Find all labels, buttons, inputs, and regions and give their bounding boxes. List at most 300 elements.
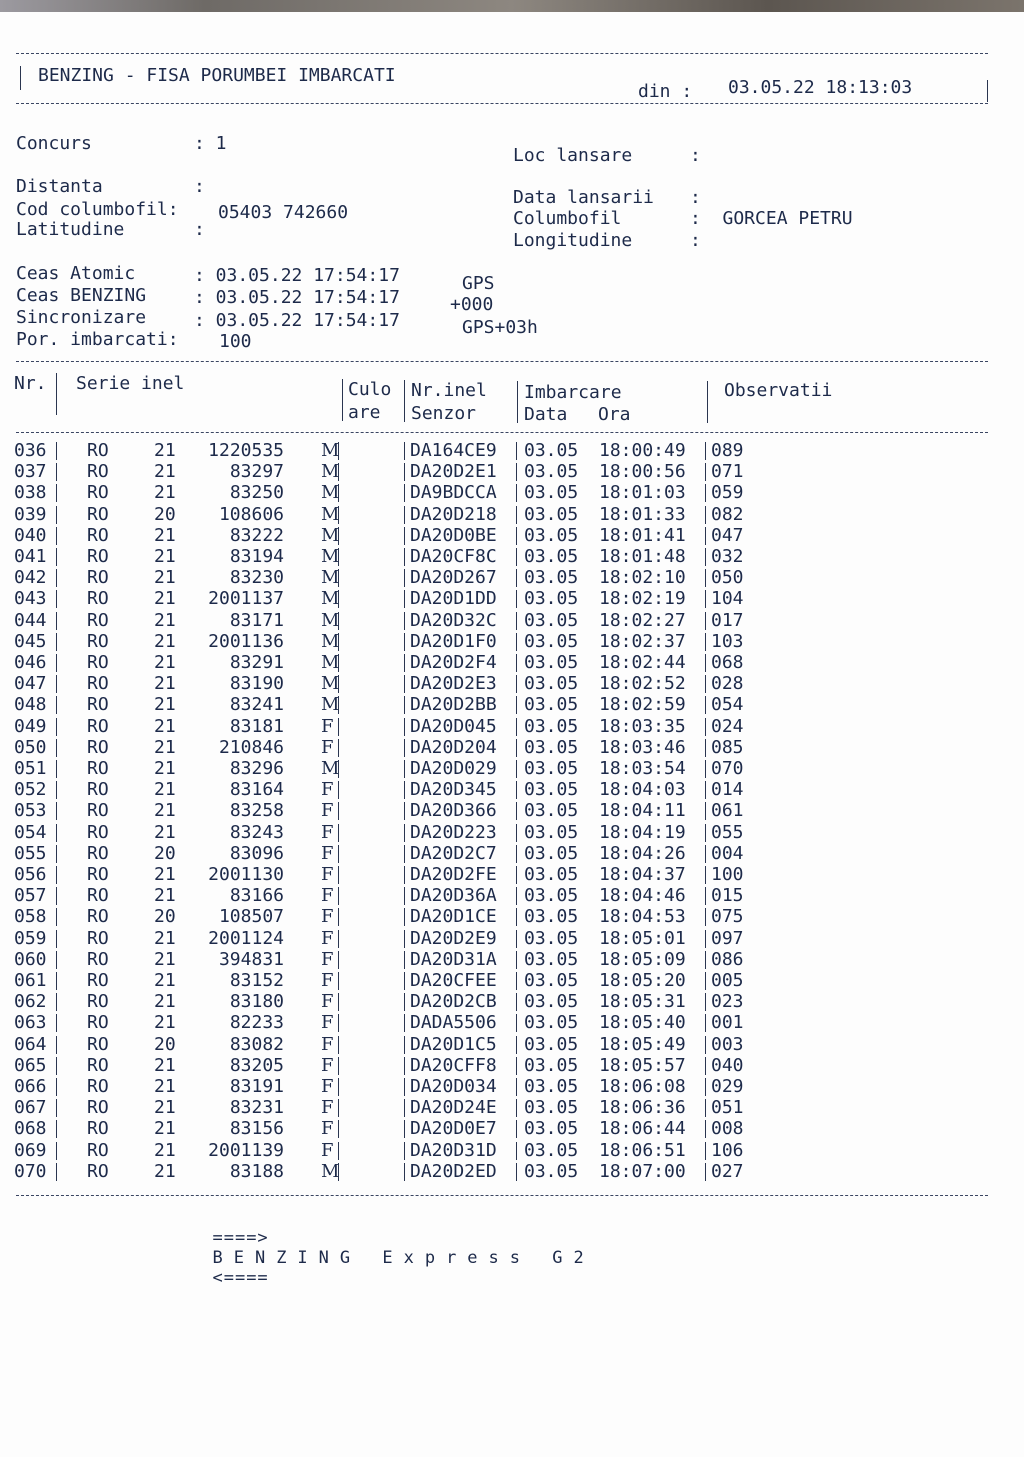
- row-observation: 054: [711, 694, 744, 716]
- row-year: 21: [154, 948, 176, 970]
- row-sensor: DA20D034: [410, 1076, 497, 1097]
- row-number: 066: [14, 1076, 47, 1097]
- column-separator: [516, 781, 517, 799]
- row-sex: M: [321, 630, 340, 652]
- column-separator: [705, 1163, 706, 1181]
- column-separator: [516, 548, 517, 566]
- column-separator: [705, 908, 706, 926]
- row-country: RO: [87, 1033, 109, 1055]
- row-time: 18:02:59: [599, 694, 686, 716]
- table-row: [0, 800, 1024, 821]
- table-row: [0, 673, 1024, 694]
- row-country: RO: [87, 652, 109, 673]
- row-country: RO: [87, 694, 109, 716]
- row-year: 21: [154, 821, 176, 843]
- row-sensor: DA20D2E3: [410, 673, 497, 695]
- row-ring: 83171: [229, 609, 284, 631]
- row-year: 21: [154, 927, 176, 949]
- column-separator: [404, 739, 405, 757]
- row-time: 18:02:52: [599, 673, 686, 695]
- row-sex: M: [321, 503, 340, 525]
- column-separator: [338, 739, 339, 757]
- row-sex: F: [321, 1033, 334, 1055]
- row-sensor: DA20D029: [410, 758, 497, 779]
- column-separator: [705, 463, 706, 481]
- header-bottom-rule: [16, 103, 988, 104]
- column-separator: [56, 887, 57, 905]
- row-number: 060: [14, 948, 47, 970]
- row-number: 040: [14, 524, 47, 546]
- column-separator: [705, 760, 706, 778]
- column-separator: [56, 972, 57, 990]
- row-number: 050: [14, 736, 47, 758]
- table-row: [0, 1097, 1024, 1118]
- column-separator: [56, 1099, 57, 1117]
- row-year: 21: [154, 524, 176, 546]
- column-separator: [705, 1014, 706, 1032]
- row-sex: M: [321, 461, 340, 483]
- row-ring: 2001136: [208, 630, 284, 652]
- row-ring: 83166: [229, 885, 284, 907]
- row-year: 21: [154, 567, 176, 589]
- column-separator: [338, 972, 339, 990]
- row-date: 03.05: [524, 842, 579, 864]
- row-ring: 82233: [229, 1012, 284, 1034]
- row-date: 03.05: [524, 440, 579, 461]
- row-observation: 017: [711, 609, 744, 631]
- column-separator: [56, 675, 57, 693]
- column-separator: [338, 527, 339, 545]
- column-separator: [705, 972, 706, 990]
- column-separator: [705, 527, 706, 545]
- column-separator: [404, 548, 405, 566]
- row-observation: 029: [711, 1076, 744, 1097]
- column-separator: [404, 633, 405, 651]
- column-separator: [404, 506, 405, 524]
- row-year: 20: [154, 842, 176, 864]
- row-year: 21: [154, 758, 176, 779]
- row-sensor: DA20D31D: [410, 1139, 497, 1161]
- row-sex: F: [321, 715, 334, 737]
- column-separator: [56, 696, 57, 714]
- row-country: RO: [87, 736, 109, 758]
- header-left-bar: [20, 66, 21, 90]
- table-row: [0, 631, 1024, 652]
- table-row: [0, 1140, 1024, 1161]
- table-row: [0, 949, 1024, 970]
- row-year: 21: [154, 588, 176, 610]
- row-date: 03.05: [524, 546, 579, 567]
- row-ring: 83191: [229, 1076, 284, 1097]
- row-date: 03.05: [524, 970, 579, 991]
- table-row: [0, 567, 1024, 588]
- row-sex: F: [321, 948, 334, 970]
- row-sex: M: [321, 440, 340, 461]
- footer-banner: [190, 1208, 595, 1288]
- column-separator: [705, 781, 706, 799]
- column-separator: [338, 1014, 339, 1032]
- row-number: 044: [14, 609, 47, 631]
- column-separator: [516, 442, 517, 460]
- row-sex: F: [321, 1118, 334, 1140]
- column-separator: [705, 506, 706, 524]
- row-sensor: DA20D1F0: [410, 630, 497, 652]
- row-country: RO: [87, 927, 109, 949]
- column-separator: [338, 654, 339, 672]
- column-separator: [56, 781, 57, 799]
- row-year: 21: [154, 800, 176, 822]
- row-ring: 83082: [229, 1033, 284, 1055]
- column-separator: [56, 930, 57, 948]
- column-separator: [56, 908, 57, 926]
- row-time: 18:04:46: [599, 885, 686, 907]
- column-separator: [516, 1142, 517, 1160]
- column-separator: [404, 1036, 405, 1054]
- row-sex: F: [321, 1054, 334, 1076]
- row-number: 059: [14, 927, 47, 949]
- column-separator: [56, 1014, 57, 1032]
- column-separator: [404, 866, 405, 884]
- row-time: 18:01:33: [599, 503, 686, 525]
- row-sensor: DA20D0BE: [410, 524, 497, 546]
- column-separator: [705, 612, 706, 630]
- column-separator: [705, 1057, 706, 1075]
- column-separator: [404, 484, 405, 502]
- row-time: 18:00:49: [599, 440, 686, 461]
- table-row: [0, 716, 1024, 737]
- header-top-rule: [16, 53, 988, 54]
- row-country: RO: [87, 461, 109, 483]
- column-separator: [705, 1120, 706, 1138]
- row-sex: F: [321, 842, 334, 864]
- row-year: 21: [154, 461, 176, 483]
- column-separator: [56, 569, 57, 587]
- table-row: [0, 694, 1024, 715]
- row-country: RO: [87, 546, 109, 567]
- column-separator: [56, 718, 57, 736]
- concurs-value: : 1: [194, 133, 227, 154]
- row-observation: 023: [711, 991, 744, 1013]
- row-time: 18:01:48: [599, 546, 686, 567]
- column-separator: [516, 993, 517, 1011]
- row-year: 21: [154, 715, 176, 737]
- table-row: [0, 1161, 1024, 1182]
- row-country: RO: [87, 630, 109, 652]
- row-ring: 83296: [229, 758, 284, 779]
- row-ring: 83190: [229, 673, 284, 695]
- col-divider: [707, 381, 708, 423]
- row-country: RO: [87, 864, 109, 885]
- column-separator: [56, 463, 57, 481]
- table-row: [0, 928, 1024, 949]
- table-row: [0, 991, 1024, 1012]
- row-year: 21: [154, 779, 176, 801]
- header-right-bar: [987, 80, 988, 102]
- row-sex: F: [321, 927, 334, 949]
- column-separator: [338, 802, 339, 820]
- row-sensor: DADA5506: [410, 1012, 497, 1034]
- column-separator: [338, 760, 339, 778]
- row-sex: F: [321, 970, 334, 991]
- columbofil-label: Columbofil: [513, 208, 622, 229]
- footer-left-arrow: ====>: [212, 1228, 269, 1248]
- row-number: 037: [14, 461, 47, 483]
- column-separator: [705, 654, 706, 672]
- row-date: 03.05: [524, 991, 579, 1013]
- row-year: 21: [154, 1160, 176, 1182]
- row-date: 03.05: [524, 927, 579, 949]
- row-ring: 2001137: [208, 588, 284, 610]
- row-ring: 83222: [229, 524, 284, 546]
- row-date: 03.05: [524, 694, 579, 716]
- row-year: 21: [154, 694, 176, 716]
- row-date: 03.05: [524, 906, 579, 928]
- column-separator: [705, 633, 706, 651]
- row-ring: 2001139: [208, 1139, 284, 1161]
- column-separator: [516, 675, 517, 693]
- column-separator: [338, 845, 339, 863]
- column-separator: [338, 506, 339, 524]
- column-separator: [56, 824, 57, 842]
- row-date: 03.05: [524, 1054, 579, 1076]
- cod-columbofil-label: Cod columbofil:: [16, 199, 179, 220]
- row-ring: 83250: [229, 482, 284, 504]
- row-sex: M: [321, 524, 340, 546]
- row-sex: M: [321, 673, 340, 695]
- row-sensor: DA20D218: [410, 503, 497, 525]
- column-separator: [705, 951, 706, 969]
- row-number: 070: [14, 1160, 47, 1182]
- row-time: 18:00:56: [599, 461, 686, 483]
- row-observation: 028: [711, 673, 744, 695]
- row-date: 03.05: [524, 864, 579, 885]
- ceas-benzing-suffix: +000: [450, 294, 494, 315]
- row-observation: 055: [711, 821, 744, 843]
- row-year: 20: [154, 1033, 176, 1055]
- row-date: 03.05: [524, 758, 579, 779]
- row-ring: 83194: [229, 546, 284, 567]
- column-separator: [705, 484, 706, 502]
- column-separator: [705, 824, 706, 842]
- row-time: 18:04:11: [599, 800, 686, 822]
- row-sensor: DA20D2E1: [410, 461, 497, 483]
- row-year: 21: [154, 652, 176, 673]
- row-date: 03.05: [524, 1012, 579, 1034]
- row-year: 21: [154, 1076, 176, 1097]
- row-observation: 027: [711, 1160, 744, 1182]
- row-number: 054: [14, 821, 47, 843]
- photo-background-strip: [0, 0, 1024, 12]
- column-separator: [516, 824, 517, 842]
- latitudine-label: Latitudine: [16, 219, 125, 240]
- row-ring: 83188: [229, 1160, 284, 1182]
- row-sex: F: [321, 821, 334, 843]
- row-country: RO: [87, 821, 109, 843]
- row-number: 069: [14, 1139, 47, 1161]
- column-separator: [56, 612, 57, 630]
- row-sensor: DA20D31A: [410, 948, 497, 970]
- column-separator: [56, 633, 57, 651]
- row-sensor: DA20D366: [410, 800, 497, 822]
- row-date: 03.05: [524, 524, 579, 546]
- row-time: 18:06:44: [599, 1118, 686, 1140]
- table-header-rule: [16, 432, 988, 433]
- ceas-atomic-label: Ceas Atomic: [16, 263, 136, 284]
- column-separator: [404, 718, 405, 736]
- column-separator: [516, 506, 517, 524]
- column-separator: [705, 993, 706, 1011]
- row-sensor: DA20D2E9: [410, 927, 497, 949]
- column-separator: [404, 675, 405, 693]
- row-ring: 83156: [229, 1118, 284, 1140]
- concurs-label: Concurs: [16, 133, 92, 154]
- row-country: RO: [87, 673, 109, 695]
- column-separator: [338, 1036, 339, 1054]
- column-separator: [516, 887, 517, 905]
- row-ring: 83297: [229, 461, 284, 483]
- table-row: [0, 482, 1024, 503]
- row-observation: 071: [711, 461, 744, 483]
- row-date: 03.05: [524, 948, 579, 970]
- column-separator: [705, 569, 706, 587]
- row-sensor: DA20D045: [410, 715, 497, 737]
- column-separator: [705, 845, 706, 863]
- column-separator: [516, 1036, 517, 1054]
- row-date: 03.05: [524, 1160, 579, 1182]
- row-time: 18:05:40: [599, 1012, 686, 1034]
- column-separator: [705, 1078, 706, 1096]
- row-sensor: DA9BDCCA: [410, 482, 497, 504]
- column-separator: [338, 675, 339, 693]
- column-separator: [705, 590, 706, 608]
- column-separator: [338, 887, 339, 905]
- row-year: 21: [154, 991, 176, 1013]
- row-ring: 108606: [218, 503, 284, 525]
- column-separator: [56, 442, 57, 460]
- row-time: 18:06:51: [599, 1139, 686, 1161]
- col-divider: [56, 373, 57, 415]
- row-date: 03.05: [524, 609, 579, 631]
- row-time: 18:02:19: [599, 588, 686, 610]
- row-number: 064: [14, 1033, 47, 1055]
- table-row: [0, 652, 1024, 673]
- row-time: 18:02:37: [599, 630, 686, 652]
- col-header-serie: Serie inel: [76, 373, 185, 394]
- table-row: [0, 822, 1024, 843]
- row-time: 18:05:09: [599, 948, 686, 970]
- column-separator: [338, 1078, 339, 1096]
- column-separator: [56, 1120, 57, 1138]
- row-date: 03.05: [524, 800, 579, 822]
- row-observation: 059: [711, 482, 744, 504]
- row-country: RO: [87, 1139, 109, 1161]
- column-separator: [404, 442, 405, 460]
- row-time: 18:05:57: [599, 1054, 686, 1076]
- row-time: 18:05:31: [599, 991, 686, 1013]
- column-separator: [516, 866, 517, 884]
- row-ring: 83096: [229, 842, 284, 864]
- row-ring: 2001130: [208, 864, 284, 885]
- column-separator: [516, 760, 517, 778]
- row-sex: F: [321, 1097, 334, 1119]
- row-date: 03.05: [524, 736, 579, 758]
- row-number: 065: [14, 1054, 47, 1076]
- column-separator: [338, 569, 339, 587]
- table-row: [0, 1076, 1024, 1097]
- column-separator: [404, 781, 405, 799]
- report-title: BENZING - FISA PORUMBEI IMBARCATI: [38, 65, 396, 86]
- row-observation: 032: [711, 546, 744, 567]
- row-date: 03.05: [524, 588, 579, 610]
- row-country: RO: [87, 1097, 109, 1119]
- table-row: [0, 864, 1024, 885]
- row-date: 03.05: [524, 1097, 579, 1119]
- column-separator: [705, 675, 706, 693]
- column-separator: [56, 484, 57, 502]
- row-time: 18:05:01: [599, 927, 686, 949]
- column-separator: [404, 887, 405, 905]
- sincronizare-value: : 03.05.22 17:54:17: [194, 310, 400, 331]
- sincronizare-suffix: GPS+03h: [462, 317, 538, 338]
- row-sensor: DA20D24E: [410, 1097, 497, 1119]
- row-sex: F: [321, 864, 334, 885]
- column-separator: [56, 590, 57, 608]
- column-separator: [338, 633, 339, 651]
- column-separator: [516, 612, 517, 630]
- column-separator: [404, 972, 405, 990]
- column-separator: [338, 1057, 339, 1075]
- row-year: 21: [154, 546, 176, 567]
- row-country: RO: [87, 715, 109, 737]
- row-sensor: DA20D36A: [410, 885, 497, 907]
- column-separator: [516, 739, 517, 757]
- row-observation: 040: [711, 1054, 744, 1076]
- column-separator: [404, 908, 405, 926]
- column-separator: [404, 824, 405, 842]
- column-separator: [338, 1163, 339, 1181]
- column-separator: [338, 484, 339, 502]
- footer-right-arrow: <====: [212, 1268, 269, 1288]
- row-sensor: DA20D267: [410, 567, 497, 589]
- table-row: [0, 737, 1024, 758]
- column-separator: [338, 908, 339, 926]
- row-observation: 089: [711, 440, 744, 461]
- column-separator: [516, 463, 517, 481]
- row-sensor: DA20D345: [410, 779, 497, 801]
- longitudine-value: :: [690, 230, 701, 251]
- row-observation: 015: [711, 885, 744, 907]
- row-country: RO: [87, 1160, 109, 1182]
- row-country: RO: [87, 948, 109, 970]
- row-number: 062: [14, 991, 47, 1013]
- row-number: 063: [14, 1012, 47, 1034]
- row-ring: 83231: [229, 1097, 284, 1119]
- row-ring: 83205: [229, 1054, 284, 1076]
- row-time: 18:04:19: [599, 821, 686, 843]
- table-row: [0, 504, 1024, 525]
- column-separator: [516, 484, 517, 502]
- column-separator: [56, 993, 57, 1011]
- col-header-observatii: Observatii: [724, 380, 833, 401]
- row-ring: 83181: [229, 715, 284, 737]
- row-sensor: DA20D2BB: [410, 694, 497, 716]
- row-sex: F: [321, 736, 334, 758]
- col-header-imbarcare: Imbarcare: [524, 382, 622, 403]
- column-separator: [338, 951, 339, 969]
- row-number: 055: [14, 842, 47, 864]
- row-number: 051: [14, 758, 47, 779]
- ceas-atomic-suffix: GPS: [462, 273, 495, 294]
